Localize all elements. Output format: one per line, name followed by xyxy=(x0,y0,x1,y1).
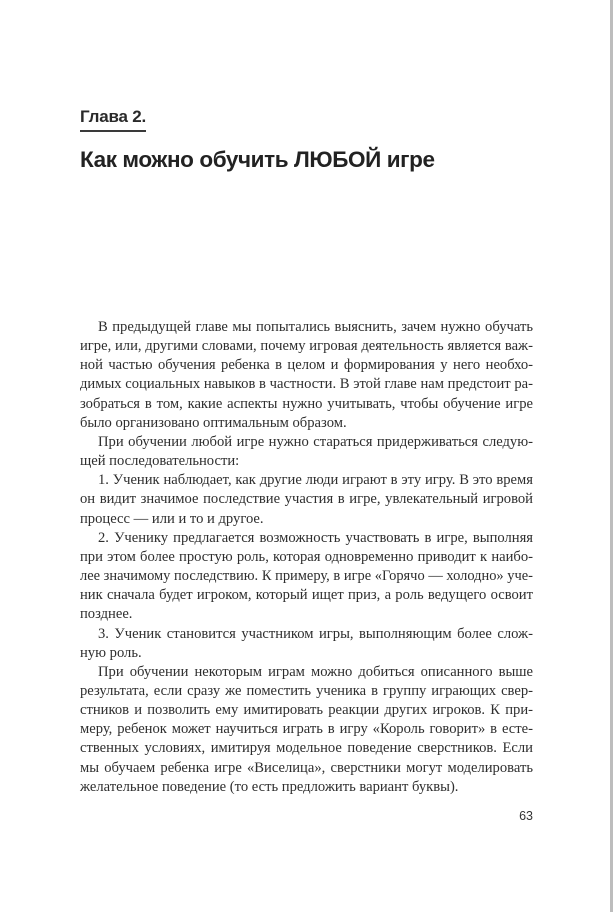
text-line: стников и позволить ему имитировать реакции других игроков. К при- xyxy=(80,702,533,719)
text-line: было организовано оптимальным образом. xyxy=(80,414,347,431)
text-line: ной частью обучения ребенка в целом и формирования у него необхо- xyxy=(80,357,533,374)
text-line: ную роль. xyxy=(80,644,142,661)
text-line: ственных условиях, имитируя модельное поведение сверстников. Если xyxy=(80,740,533,757)
text-line: 1. Ученик наблюдает, как другие люди играют в эту игру. В это время xyxy=(98,472,533,489)
body-text xyxy=(80,318,533,797)
text-line: процесс — или и то и другое. xyxy=(80,510,264,527)
text-line: позднее. xyxy=(80,606,133,623)
text-line: игре, или, другими словами, почему игровая деятельность является важ- xyxy=(80,338,533,355)
text-line: димых социальных навыков в частности. В этой главе нам предстоит ра- xyxy=(80,376,533,393)
text-line: он видит значимое последствие участия в игре, увлекательный игровой xyxy=(80,491,533,508)
text-line: 3. Ученик становится участником игры, выполняющим более слож- xyxy=(98,625,533,642)
text-line: мы обучаем ребенка игре «Виселица», сверстники могут моделировать xyxy=(80,759,533,776)
chapter-title: Как можно обучить ЛЮБОЙ игре xyxy=(80,147,435,172)
text-line: При обучении любой игре нужно стараться придерживаться следую- xyxy=(98,433,533,450)
chapter-label: Глава 2. xyxy=(80,106,146,132)
text-line: При обучении некоторым играм можно добиться описанного выше xyxy=(98,663,533,680)
text-line: желательное поведение (то есть предложить вариант буквы). xyxy=(80,778,459,795)
text-line: зобраться в том, какие аспекты нужно учитывать, чтобы обучение игре xyxy=(80,395,533,412)
text-line: щей последовательности: xyxy=(80,453,240,470)
text-line: 2. Ученику предлагается возможность участвовать в игре, выполняя xyxy=(98,529,533,546)
text-line: меру, ребенок может научиться играть в игру «Король говорит» в есте- xyxy=(80,721,533,738)
text-line: ник сначала будет игроком, который ищет приз, а роль ведущего освоит xyxy=(80,587,533,604)
page-number: 63 xyxy=(519,809,533,823)
text-line: при этом более простую роль, которая одновременно приводит к наибо- xyxy=(80,548,533,565)
text-line: лее значимому последствию. К примеру, в игре «Горячо — холодно» уче- xyxy=(80,568,533,585)
text-line: В предыдущей главе мы попытались выяснить, зачем нужно обучать xyxy=(98,319,533,335)
text-line: результата, если сразу же поместить ученика в группу играющих свер- xyxy=(80,682,533,699)
